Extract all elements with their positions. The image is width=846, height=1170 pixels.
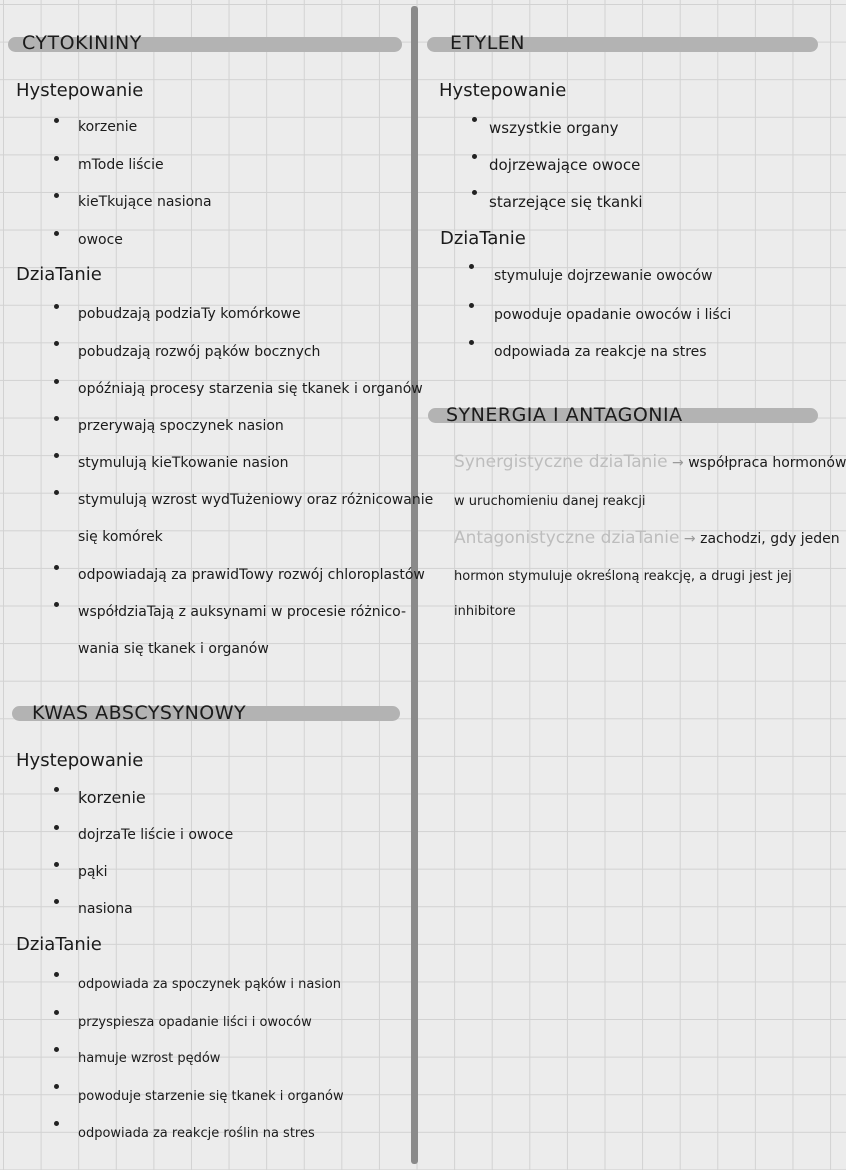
synergia-line-2: w uruchomieniu danej reakcji	[454, 494, 646, 509]
synergia-title: SYNERGIA I ANTAGONIA	[446, 404, 683, 426]
bullet	[472, 190, 477, 195]
kwas-dzial-item: powoduje starzenie się tkanek i organów	[78, 1089, 344, 1104]
arrow-icon: →	[683, 531, 696, 547]
etylen-wyst-item: dojrzewające owoce	[489, 156, 641, 174]
synergia-term: Synergistyczne dziaTanie	[454, 452, 668, 472]
bullet	[54, 231, 59, 236]
arrow-icon: →	[672, 455, 684, 471]
antagonia-definition: zachodzi, gdy jeden	[700, 531, 840, 547]
cytokininy-wyst-item: korzenie	[78, 119, 138, 135]
antagonia-line-2: hormon stymuluje określoną reakcję, a drugi jest jej	[454, 569, 792, 584]
bullet	[472, 154, 477, 159]
bullet	[54, 453, 59, 458]
kwas-dzial-item: przyspiesza opadanie liści i owoców	[78, 1015, 312, 1030]
etylen-wyst-item: wszystkie organy	[489, 119, 619, 137]
kwas-dzial-item: odpowiada za spoczynek pąków i nasion	[78, 977, 341, 992]
cytokininy-title: CYTOKININY	[22, 32, 142, 54]
bullet	[54, 304, 59, 309]
bullet	[54, 602, 59, 607]
kwas-wyst-item: dojrzaTe liście i owoce	[78, 827, 234, 843]
antagonia-term: Antagonistyczne dziaTanie	[454, 528, 680, 548]
synergia-line-1	[454, 452, 846, 472]
cytokininy-dzial-item: stymulują kieTkowanie nasion	[78, 455, 289, 471]
bullet	[54, 1047, 59, 1052]
bullet	[54, 341, 59, 346]
etylen-dzialanie-label: DziaTanie	[440, 228, 526, 249]
bullet	[54, 1084, 59, 1089]
bullet	[54, 899, 59, 904]
kwas-dzialanie-label: DziaTanie	[16, 934, 102, 955]
etylen-wyst-item: starzejące się tkanki	[489, 193, 643, 211]
cytokininy-dzial-item: odpowiadają za prawidTowy rozwój chloroplastów	[78, 567, 425, 583]
etylen-wystepowanie-label: Hystepowanie	[439, 80, 567, 101]
bullet	[469, 340, 474, 345]
bullet	[472, 117, 477, 122]
cytokininy-dzial-item: pobudzają rozwój pąków bocznych	[78, 344, 321, 360]
cytokininy-dzial-item: stymulują wzrost wydTużeniowy oraz różnicowanie	[78, 492, 434, 508]
kwas-wyst-item: nasiona	[78, 901, 133, 917]
etylen-title: ETYLEN	[450, 32, 526, 54]
bullet	[54, 1010, 59, 1015]
etylen-dzial-item: stymuluje dojrzewanie owoców	[494, 268, 713, 284]
antagonia-line-3: inhibitore	[454, 604, 516, 619]
bullet	[54, 825, 59, 830]
etylen-dzial-item: odpowiada za reakcje na stres	[494, 344, 707, 360]
kwas-title: KWAS ABSCYSYNOWY	[32, 702, 247, 724]
kwas-dzial-item: hamuje wzrost pędów	[78, 1051, 221, 1066]
cytokininy-wystepowanie-label: Hystepowanie	[16, 80, 144, 101]
etylen-dzial-item: powoduje opadanie owoców i liści	[494, 307, 732, 323]
kwas-wyst-item: pąki	[78, 864, 108, 880]
bullet	[54, 787, 59, 792]
cytokininy-wyst-item: kieTkujące nasiona	[78, 194, 212, 210]
cytokininy-dzial-item: opóźniają procesy starzenia się tkanek i organów	[78, 381, 423, 397]
bullet	[54, 193, 59, 198]
bullet	[54, 862, 59, 867]
bullet	[54, 565, 59, 570]
antagonia-line-1	[454, 528, 840, 548]
cytokininy-wyst-item: owoce	[78, 232, 123, 248]
bullet	[54, 118, 59, 123]
bullet	[54, 972, 59, 977]
kwas-wystepowanie-label: Hystepowanie	[16, 750, 144, 771]
bullet	[469, 264, 474, 269]
synergia-definition: współpraca hormonów	[688, 455, 846, 471]
kwas-dzial-item: odpowiada za reakcje roślin na stres	[78, 1126, 315, 1141]
bullet	[54, 490, 59, 495]
cytokininy-wyst-item: mTode liście	[78, 157, 164, 173]
cytokininy-dzial-item: przerywają spoczynek nasion	[78, 418, 284, 434]
bullet	[54, 416, 59, 421]
cytokininy-dzial-item: pobudzają podziaTy komórkowe	[78, 306, 301, 322]
cytokininy-dzial-item: współdziaTają z auksynami w procesie różnico-	[78, 604, 407, 620]
bullet	[54, 1121, 59, 1126]
bullet	[469, 303, 474, 308]
cytokininy-dzial-item-cont: wania się tkanek i organów	[78, 641, 269, 657]
kwas-wyst-item: korzenie	[78, 788, 146, 807]
cytokininy-dzialanie-label: DziaTanie	[16, 264, 102, 285]
bullet	[54, 156, 59, 161]
bullet	[54, 379, 59, 384]
column-divider	[411, 6, 418, 1164]
cytokininy-dzial-item-cont: się komórek	[78, 529, 163, 545]
